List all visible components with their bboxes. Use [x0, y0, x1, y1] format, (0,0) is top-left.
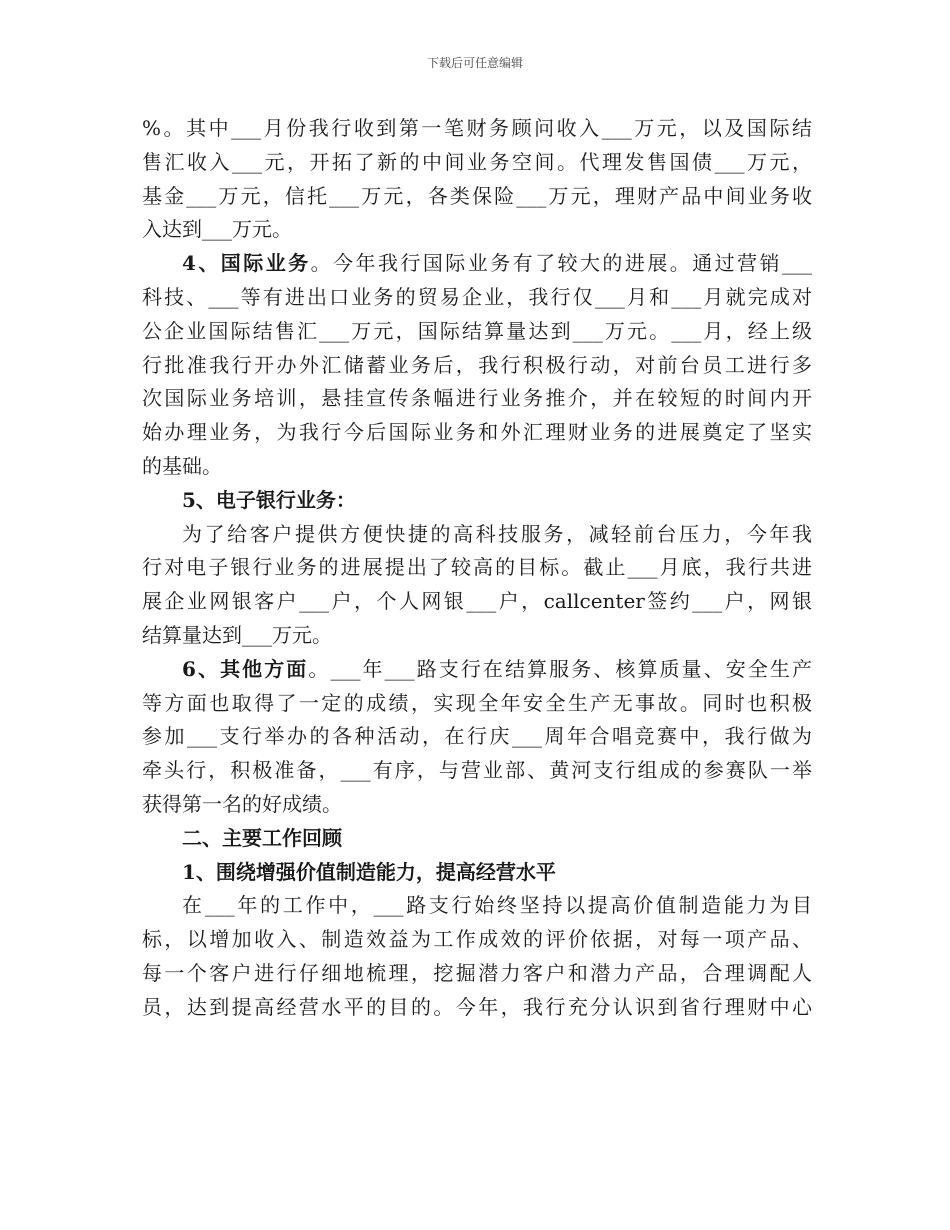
text-line: 行对电子银行业务的进展提出了较高的目标。截止___月底，我行共进: [142, 555, 812, 580]
page-header-note: 下载后可任意编辑: [426, 56, 523, 70]
text-line: 每一个客户进行仔细地梳理，挖掘潜力客户和潜力产品，合理调配人: [142, 960, 812, 985]
text-line: 科技、___等有进出口业务的贸易企业，我行仅___月和___月就完成对: [142, 284, 812, 309]
document-body: [142, 112, 812, 1025]
section-heading-international-business: 4、国际业务。今年我行国际业务有了较大的进展。通过营销___: [182, 251, 813, 276]
text-line: %。其中___月份我行收到第一笔财务顾问收入___万元，以及国际结: [142, 116, 812, 140]
text-line: 参加___支行举办的各种活动，在行庆___周年合唱竞赛中，我行做为: [142, 724, 812, 749]
subsection-heading-value-creation: 1、围绕增强价值制造能力，提高经营水平: [182, 859, 556, 884]
text-line: 入达到___万元。: [142, 217, 292, 242]
text-line: 始办理业务，为我行今后国际业务和外汇理财业务的进展奠定了坚实: [142, 420, 812, 445]
text-line: 的基础。: [142, 453, 222, 478]
text-line: 公企业国际结售汇___万元，国际结算量达到___万元。___月，经上级: [142, 318, 812, 343]
section-heading-other-aspects: 6、其他方面。___年___路支行在结算服务、核算质量、安全生产: [182, 656, 813, 681]
text-line: 基金___万元，信托___万元，各类保险___万元，理财产品中间业务收: [142, 183, 812, 208]
text-line: 在___年的工作中，___路支行始终坚持以提高价值制造能力为目: [182, 893, 812, 918]
text-line: 行批准我行开办外汇储蓄业务后，我行积极行动，对前台员工进行多: [142, 352, 812, 377]
text-line: 等方面也取得了一定的成绩，实现全年安全生产无事故。同时也积极: [142, 690, 812, 715]
section-heading-main-work-review: 二、主要工作回顾: [182, 825, 342, 850]
text-line: 牵头行，积极准备，___有序，与营业部、黄河支行组成的参赛队一举: [142, 758, 812, 783]
text-line: 结算量达到___万元。: [142, 622, 332, 647]
text-line: 售汇收入___元，开拓了新的中间业务空间。代理发售国债___万元，: [142, 149, 812, 174]
text-line: 次国际业务培训，悬挂宣传条幅进行业务推介，并在较短的时间内开: [142, 386, 812, 411]
text-line: 员，达到提高经营水平的目的。今年，我行充分认识到省行理财中心: [142, 994, 812, 1019]
section-heading-e-banking: 5、电子银行业务：: [182, 487, 356, 512]
text-line: 展企业网银客户___户，个人网银___户，callcenter签约___户，网银: [142, 589, 812, 614]
text-line: 标，以增加收入、制造效益为工作成效的评价依据，对每一项产品、: [142, 927, 812, 952]
text-line: 获得第一名的好成绩。: [142, 791, 342, 816]
text-line: 为了给客户提供方便快捷的高科技服务，减轻前台压力，今年我: [182, 521, 812, 546]
